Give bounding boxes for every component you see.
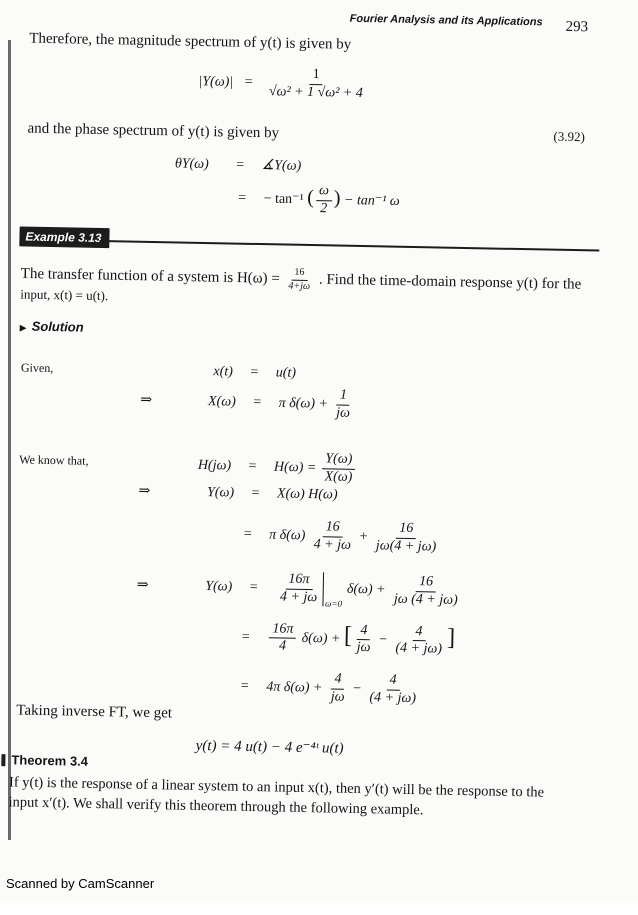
equation-number: (3.92) [553, 128, 586, 145]
example-statement-line-2: input, x(t) = u(t). [20, 286, 109, 304]
deriv-line-3 [173, 449, 358, 485]
l7-minus: − [379, 632, 388, 648]
inverse-text: Taking inverse FT, we get [16, 702, 173, 722]
l4-arrow: ⇒ [138, 483, 151, 499]
l5-a: π δ(ω) [269, 527, 306, 544]
l7-mid: δ(ω) + [301, 630, 341, 647]
phase-line-1 [175, 155, 302, 174]
l7-num1: 16π [269, 622, 296, 639]
magnitude-denominator: √ω² + 1 √ω² + 4 [268, 83, 363, 101]
l7-fraction-2 [354, 624, 374, 657]
l8-fraction-2 [366, 673, 419, 706]
l4-eq: = [251, 485, 260, 502]
l8-a: 4π δ(ω) + [266, 679, 323, 696]
phase-line-2: = − tan⁻¹ ( $\frac{\omega}{2}$ ) − tan⁻¹ ω [238, 183, 400, 217]
l8-eq: = [240, 679, 249, 695]
deriv-line-1 [189, 364, 296, 382]
l1-lhs: x(t) [213, 364, 234, 380]
phase-rhs-2a: − tan⁻¹ [263, 191, 304, 208]
l4-rhs: X(ω) H(ω) [276, 486, 338, 503]
phase-fraction [316, 184, 333, 217]
magnitude-lhs: |Y(ω)| [198, 74, 234, 90]
statement-fraction [285, 268, 313, 293]
l5-plus: + [359, 529, 368, 545]
l8-den1: jω [330, 689, 345, 705]
running-title: Fourier Analysis and its Applications [349, 12, 543, 29]
l3-lhs: H(jω) [197, 458, 232, 474]
l6-arrow: ⇒ [136, 577, 149, 594]
l2-fraction [333, 388, 353, 421]
l6-den2: jω (4 + jω) [393, 591, 458, 608]
l3-num: Y(ω) [322, 452, 355, 469]
l5-num2: 16 [396, 522, 416, 539]
l6-eval: ω=0 [325, 598, 343, 609]
l6-lhs: Y(ω) [205, 579, 233, 595]
l6-num2: 16 [416, 575, 436, 592]
l7-fraction-1 [269, 622, 297, 655]
l2-rhs: π δ(ω) + [278, 395, 329, 412]
l3-den: X(ω) [324, 469, 353, 485]
l6-eq: = [249, 580, 258, 596]
statement-frac-num: 16 [291, 268, 307, 281]
magnitude-fraction [266, 67, 367, 101]
statement-frac-den: 4+jω [288, 280, 311, 292]
deriv-line-2 [140, 385, 355, 421]
magnitude-equation [198, 66, 368, 102]
l7-num3: 4 [412, 625, 425, 642]
l2-eq: = [253, 395, 262, 411]
deriv-line-5 [243, 519, 441, 555]
l8-fraction-1 [328, 672, 348, 705]
l1-eq: = [250, 364, 259, 381]
final-result: y(t) = 4 u(t) − 4 e⁻⁴ᵗ u(t) [195, 737, 344, 757]
phase-rhs-1: ∡Y(ω) [261, 158, 302, 174]
theorem-line-1: If y(t) is the response of a linear system to an input x(t), then y′(t) will be the response to the [8, 774, 545, 801]
solution-label [20, 318, 84, 334]
l6-num1: 16π [285, 572, 312, 589]
deriv-line-4 [138, 483, 337, 504]
l5-eq: = [243, 527, 252, 543]
theorem-title: Theorem 3.4 [11, 752, 89, 769]
l2-lhs: X(ω) [207, 394, 236, 411]
l8-num2: 4 [386, 674, 399, 691]
l1-rhs: u(t) [275, 365, 297, 381]
l5-den2: jω(4 + jω) [375, 538, 437, 555]
page-number: 293 [565, 18, 589, 36]
l3-fraction [321, 452, 355, 485]
l5-fraction-2 [373, 521, 440, 555]
l7-eq: = [241, 629, 250, 645]
l8-num1: 4 [331, 672, 344, 689]
known-label: We know that, [19, 452, 89, 468]
l7-fraction-3 [392, 624, 445, 657]
solution-label-text: Solution [31, 318, 84, 335]
solution-triangle-icon: ▶ [19, 322, 27, 333]
l6-eval-bar [322, 572, 343, 609]
phase-frac-num: ω [316, 184, 332, 201]
l5-num1: 16 [323, 520, 343, 537]
magnitude-equals: = [244, 75, 253, 91]
given-label: Given, [20, 360, 54, 376]
magnitude-numerator: 1 [310, 68, 323, 85]
l7-den1: 4 [278, 638, 287, 654]
theorem-marker [1, 754, 5, 766]
l5-fraction-1 [311, 520, 355, 553]
magnitude-text: Therefore, the magnitude spectrum of y(t) is given by [29, 30, 352, 53]
statement-b: . Find the time-domain response y(t) for the [318, 271, 582, 293]
deriv-line-8 [241, 671, 422, 707]
statement-a: The transfer function of a system is H(ω) = [20, 265, 280, 287]
l3-eq: = [248, 459, 257, 475]
l7-den3: (4 + jω) [395, 640, 443, 657]
phase-rhs-2b: − tan⁻¹ ω [343, 193, 400, 210]
example-badge: Example 3.13 [19, 226, 109, 248]
phase-frac-den: 2 [320, 200, 328, 217]
l5-den1: 4 + jω [313, 536, 352, 553]
l2-den: jω [336, 405, 351, 421]
l8-minus: − [353, 681, 362, 697]
l8-den2: (4 + jω) [369, 689, 417, 706]
l6-fraction-1 [277, 572, 321, 605]
l6-mid: δ(ω) + [346, 581, 386, 598]
deriv-line-6 [136, 569, 463, 609]
theorem-line-2: input x′(t). We shall verify this theorem through the following example. [8, 794, 424, 819]
phase-equals-2: = [238, 191, 247, 207]
scanner-watermark: Scanned by CamScanner [6, 876, 155, 891]
deriv-line-7: = $\frac{16\pi}{4}$ δ(ω) + [ $\frac{4}{j\omega}$ − $\frac{4}{(4 + j\omega)}$ ] [241, 620, 456, 657]
phase-equals-1: = [236, 157, 245, 173]
example-rule [99, 240, 599, 252]
l7-num2: 4 [357, 624, 370, 641]
phase-text: and the phase spectrum of y(t) is given by [27, 120, 280, 142]
l7-den2: jω [356, 640, 371, 656]
l6-den1: 4 + jω [279, 588, 318, 605]
l2-num: 1 [337, 389, 350, 406]
l3-rhs: H(ω) = [273, 459, 317, 476]
l6-fraction-2 [391, 574, 461, 608]
phase-lhs: θY(ω) [174, 156, 209, 173]
l4-lhs: Y(ω) [206, 485, 235, 501]
l2-arrow: ⇒ [140, 393, 153, 409]
